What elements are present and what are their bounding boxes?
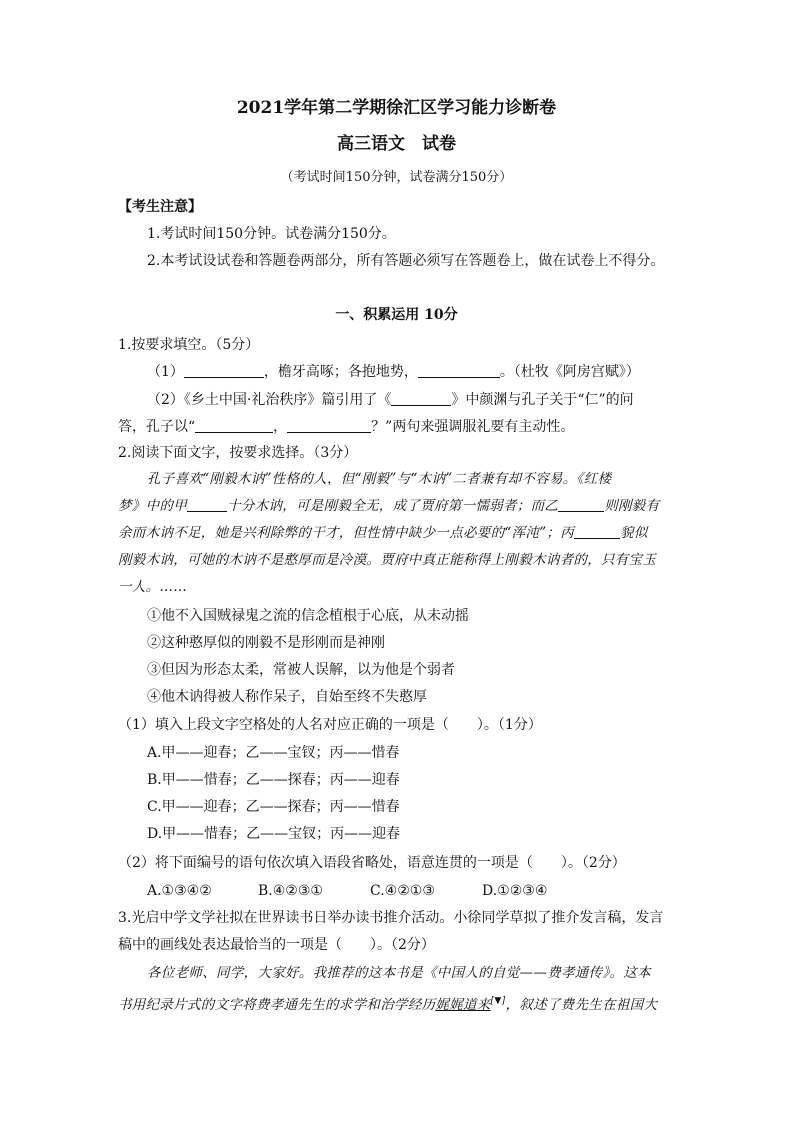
fill-blank: [187, 496, 227, 512]
question-3-stem-cont: 稿中的画线处表达最恰当的一项是（ ）。（2分）: [118, 937, 435, 953]
passage-line: 孔子喜欢“刚毅木讷”性格的人，但“刚毅”与“木讷”二者兼有却不容易。《红楼: [147, 471, 612, 487]
choice-c: C.④②①③: [370, 883, 435, 899]
passage-line: 刚毅木讷，可她的木讷不是憨厚而是冷漠。贾府中真正能称得上刚毅木讷者的，只有宝玉: [118, 552, 657, 568]
question-2-sub2: （2）将下面编号的语句依次填入语段省略处，语意连贯的一项是（ ）。（2分）: [118, 855, 626, 871]
choice-a: A.甲——迎春；乙——宝钗；丙——惜春: [147, 745, 400, 761]
sentence-option-4: ④他木讷得被人称作呆子，自始至终不失憨厚: [147, 689, 427, 705]
choice-b: B.④②③①: [258, 883, 323, 899]
question-1-stem: 1.按要求填空。（5分）: [118, 337, 260, 353]
choice-b: B.甲——惜春；乙——探春；丙——迎春: [147, 772, 400, 788]
question-1-sub1: （1） ，檐牙高啄；各抱地势， 。（杜牧《阿房宫赋》）: [147, 364, 640, 380]
choice-d: D.①②③④: [482, 883, 548, 899]
superscript-marker: [▼]: [490, 996, 506, 1006]
fill-blank: [418, 362, 500, 378]
passage-line: 书用纪录片式的文字将费孝通先生的求学和治学经历娓娓道来[▼]，叙述了费先生在祖国大: [118, 996, 658, 1013]
question-2-stem: 2.阅读下面文字，按要求选择。（3分）: [118, 445, 358, 461]
choice-d: D.甲——惜春；乙——宝钗；丙——迎春: [147, 826, 401, 842]
section-heading: 一、积累运用 10分: [335, 307, 458, 323]
choice-a: A.①③④②: [147, 883, 212, 899]
passage-line: 余而木讷不足，她是兴利除弊的干才，但性情中缺少一点必要的“浑沌”；丙 貌似: [118, 525, 648, 541]
exam-info: （考试时间150分钟，试卷满分150分）: [280, 170, 513, 185]
notice-item-1: 1.考试时间150分钟。试卷满分150分。: [147, 226, 396, 242]
passage-line: 一人。……: [118, 579, 187, 595]
question-2-sub1: （1）填入上段文字空格处的人名对应正确的一项是（ ）。（1分）: [118, 717, 542, 733]
exam-title: 2021学年第二学期徐汇区学习能力诊断卷: [236, 98, 557, 118]
fill-blank: [574, 523, 620, 539]
passage-line: 各位老师、同学，大家好。我推荐的这本书是《中国人的自觉——费孝通传》。这本: [147, 965, 651, 981]
notice-item-2: 2.本考试设试卷和答题卷两部分，所有答题必须写在答题卷上，做在试卷上不得分。: [147, 253, 665, 269]
sentence-option-3: ③但因为形态太柔，常被人误解，以为他是个弱者: [147, 662, 455, 678]
underlined-phrase: 娓娓道来: [435, 997, 491, 1013]
notice-heading: 【考生注意】: [118, 199, 202, 215]
exam-subtitle: 高三语文 试卷: [337, 134, 456, 154]
fill-blank: [287, 417, 371, 433]
fill-blank: [558, 496, 604, 512]
fill-blank: [391, 390, 451, 406]
question-3-stem: 3.光启中学文学社拟在世界读书日举办读书推介活动。小徐同学草拟了推介发言稿，发言: [118, 910, 664, 926]
fill-blank: [195, 417, 273, 433]
passage-line: 梦》中的甲 十分木讷，可是刚毅全无，成了贾府第一懦弱者；而乙 则刚毅有: [118, 498, 660, 514]
sentence-option-2: ②这种憨厚似的刚毅不是形刚而是神刚: [147, 635, 385, 651]
choice-c: C.甲——迎春；乙——探春；丙——惜春: [147, 799, 400, 815]
sentence-option-1: ①他不入国贼禄鬼之流的信念植根于心底，从未动摇: [147, 608, 469, 624]
fill-blank: [184, 362, 264, 378]
question-1-sub2: （2）《乡土中国·礼治秩序》篇引用了《 》中颜渊与孔子关于“仁”的问: [147, 392, 634, 408]
question-1-sub2-cont: 答，孔子以“ ， ？”两句来强调服礼要有主动性。: [118, 419, 575, 435]
